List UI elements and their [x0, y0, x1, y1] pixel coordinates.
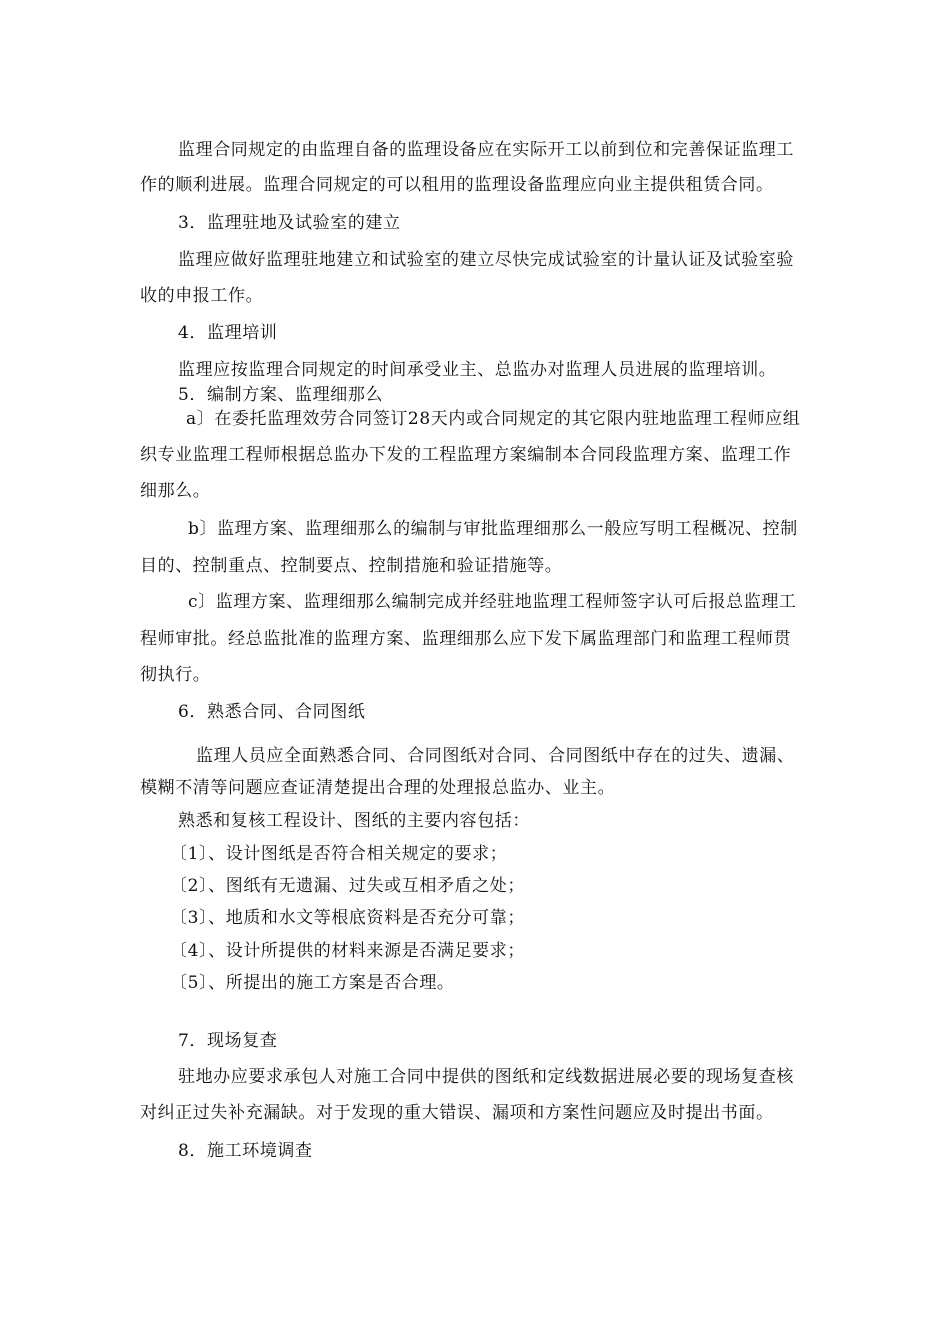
- paragraph-line: 监理应按监理合同规定的时间承受业主、总监办对监理人员进展的监理培训。: [178, 360, 777, 380]
- section-heading: 3．监理驻地及试验室的建立: [178, 213, 401, 233]
- paragraph-line: a〕在委托监理效劳合同签订28天内或合同规定的其它限内驻地监理工程师应组: [186, 409, 801, 429]
- paragraph-line: 监理合同规定的由监理自备的监理设备应在实际开工以前到位和完善保证监理工: [178, 140, 794, 160]
- section-heading: 8．施工环境调查: [178, 1141, 313, 1161]
- paragraph-line: 熟悉和复核工程设计、图纸的主要内容包括：: [178, 811, 530, 831]
- list-item: 〔3〕、地质和水文等根底资料是否充分可靠；: [170, 908, 525, 928]
- paragraph-line: 收的申报工作。: [140, 286, 264, 306]
- paragraph-line: 程师审批。经总监批准的监理方案、监理细那么应下发下属监理部门和监理工程师贯: [140, 629, 792, 649]
- section-heading: 5．编制方案、监理细那么: [178, 385, 384, 405]
- paragraph-line: c〕监理方案、监理细那么编制完成并经驻地监理工程师签字认可后报总监理工: [188, 592, 797, 612]
- paragraph-line: 彻执行。: [140, 665, 211, 685]
- list-item: 〔4〕、设计所提供的材料来源是否满足要求；: [170, 941, 525, 961]
- paragraph-line: 织专业监理工程师根据总监办下发的工程监理方案编制本合同段监理方案、监理工作: [140, 445, 792, 465]
- list-item: 〔5〕、所提出的施工方案是否合理。: [170, 973, 455, 993]
- section-heading: 6．熟悉合同、合同图纸: [178, 702, 366, 722]
- paragraph-line: 目的、控制重点、控制要点、控制措施和验证措施等。: [140, 556, 563, 576]
- paragraph-line: 细那么。: [140, 481, 211, 501]
- section-heading: 7．现场复查: [178, 1031, 278, 1051]
- section-heading: 4．监理培训: [178, 323, 278, 343]
- list-item: 〔1〕、设计图纸是否符合相关规定的要求；: [170, 844, 508, 864]
- paragraph-line: 监理人员应全面熟悉合同、合同图纸对合同、合同图纸中存在的过失、遗漏、: [196, 746, 795, 766]
- paragraph-line: 作的顺利进展。监理合同规定的可以租用的监理设备监理应向业主提供租赁合同。: [140, 175, 774, 195]
- paragraph-line: b〕监理方案、监理细那么的编制与审批监理细那么一般应写明工程概况、控制: [188, 519, 798, 539]
- paragraph-line: 驻地办应要求承包人对施工合同中提供的图纸和定线数据进展必要的现场复查核: [178, 1067, 794, 1087]
- paragraph-line: 对纠正过失补充漏缺。对于发现的重大错误、漏项和方案性问题应及时提出书面。: [140, 1103, 774, 1123]
- list-item: 〔2〕、图纸有无遗漏、过失或互相矛盾之处；: [170, 876, 525, 896]
- paragraph-line: 监理应做好监理驻地建立和试验室的建立尽快完成试验室的计量认证及试验室验: [178, 250, 794, 270]
- paragraph-line: 模糊不清等问题应查证清楚提出合理的处理报总监办、业主。: [140, 778, 616, 798]
